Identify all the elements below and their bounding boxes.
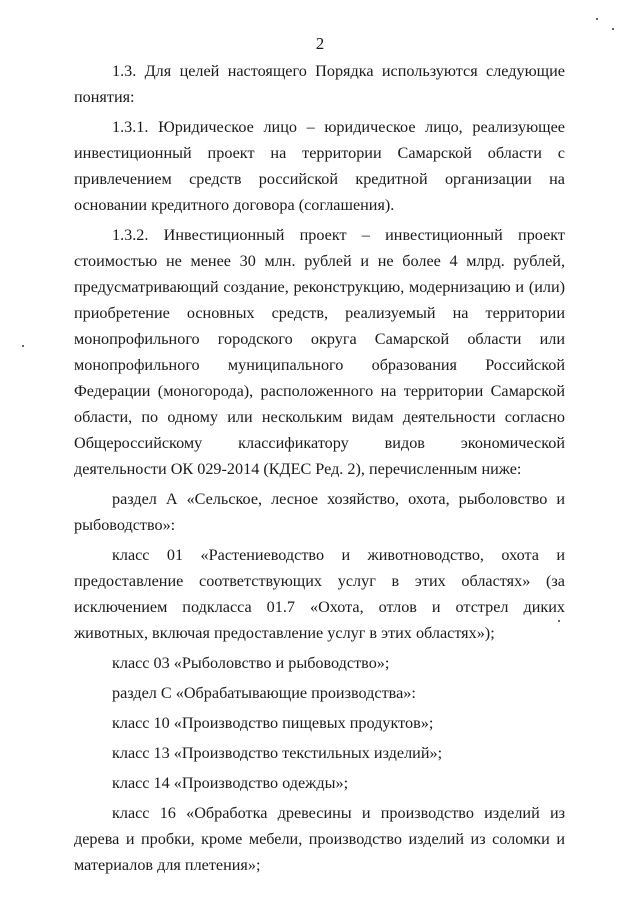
document-body bbox=[74, 58, 565, 882]
scan-speck bbox=[22, 345, 24, 347]
list-item-class-13: класс 13 «Производство текстильных изделий»; bbox=[112, 744, 443, 762]
paragraph-1-3-1: 1.3.1. Юридическое лицо – юридическое лицо, реализующее инвестиционный проект на территории Самарской области с привлечением средств российской кредитной организации на основании кредитного договора (соглашения). bbox=[74, 118, 565, 214]
list-item-class-16: класс 16 «Обработка древесины и производство изделий из дерева и пробки, кроме мебели, производство изделий из соломки и материалов для плетения»; bbox=[74, 804, 565, 874]
paragraph-1-3-2: 1.3.2. Инвестиционный проект – инвестиционный проект стоимостью не менее 30 млн. рублей и не более 4 млрд. рублей, предусматривающий создание, реконструкцию, модернизацию и (или) приобретение основных средств, реализуемый на территории монопрофильного городского округа Самарской области или монопрофильного муниципального образования Российской Федерации (моногорода), расположенного на территории Самарской области, по одному или нескольким видам деятельности согласно Общероссийскому классификатору видов экономической деятельности ОК 029-2014 (КДЕС Ред. 2), перечисленным ниже: bbox=[74, 226, 565, 478]
list-item-section-a: раздел А «Сельское, лесное хозяйство, охота, рыболовство и рыбоводство»: bbox=[74, 490, 565, 534]
list-item-class-01: класс 01 «Растениеводство и животноводство, охота и предоставление соответствующих услуг в этих областях» (за исключением подкласса 01.7 «Охота, отлов и отстрел диких животных, включая предоставление услуг в этих областях»); bbox=[74, 546, 565, 642]
list-item-class-14: класс 14 «Производство одежды»; bbox=[112, 774, 349, 792]
list-item-section-c: раздел С «Обрабатывающие производства»: bbox=[112, 684, 416, 702]
list-item-class-03: класс 03 «Рыболовство и рыбоводство»; bbox=[112, 654, 390, 672]
scan-speck bbox=[558, 620, 560, 622]
scan-speck bbox=[596, 18, 598, 20]
paragraph-1-3: 1.3. Для целей настоящего Порядка используются следующие понятия: bbox=[74, 62, 565, 106]
scan-speck bbox=[612, 28, 614, 30]
page-number: 2 bbox=[315, 34, 325, 53]
list-item-class-10: класс 10 «Производство пищевых продуктов»; bbox=[112, 714, 434, 732]
